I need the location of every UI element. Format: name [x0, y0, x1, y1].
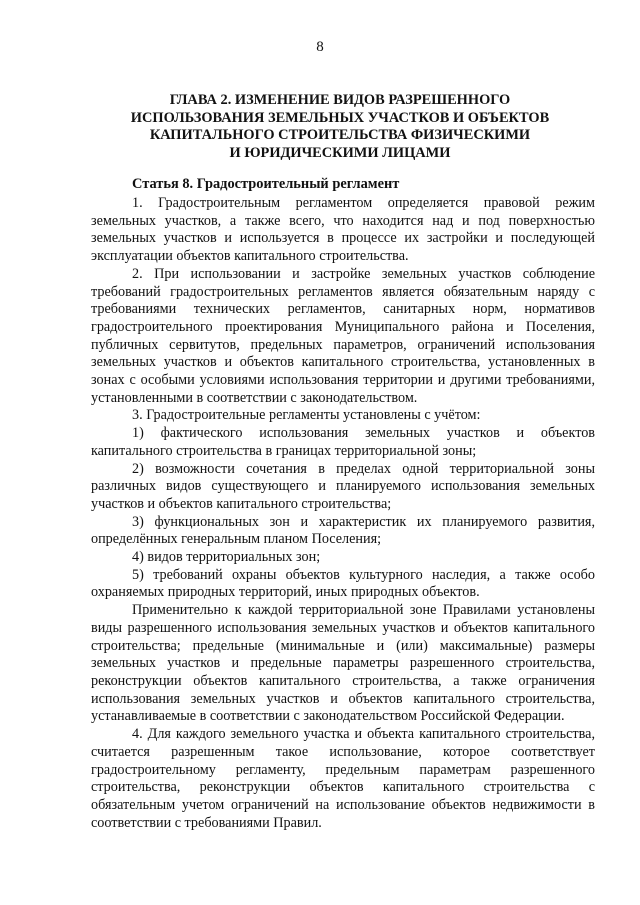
list-item-4: 4) видов территориальных зон;	[132, 549, 321, 566]
list-item-1: 1) фактического использования земельных участков и объектов капитального строительства в границах территориальной зоны;	[91, 425, 595, 459]
article-title: Статья 8. Градостроительный регламент	[132, 176, 400, 192]
paragraph-2: 2. При использовании и застройке земельных участков соблюдение требований градостроительных регламентов является обязательным наряду с требованиями технических регламентов, санитарных норм, нормативов градостроительного проектирования Муниципального района и Поселения, публичных сервитутов, предельных параметров, ограничений использования земельных участков и объектов капитального строительства, установленных в зонах с особыми условиями использования территории и другими требованиями, установленными в соответствии с законодательством.	[91, 265, 595, 406]
list-item-3: 3) функциональных зон и характеристик их планируемого развития, определённых генеральным планом Поселения;	[91, 513, 595, 548]
paragraph-4: 4. Для каждого земельного участка и объекта капитального строительства, считается разрешенным такое использование, которое соответствует градостроительному регламенту, предельным параметрам разрешенного строительства, реконструкции объектов капитального строительства с обязательным учетом ограничений на использование объектов недвижимости в соответствии с требованиями Правил.	[91, 726, 595, 831]
list-item-2: 2) возможности сочетания в пределах одной территориальной зоны различных видов существующего и планируемого использования земельных участков и объектов капитального строительства;	[91, 460, 595, 512]
chapter-title-line: И ЮРИДИЧЕСКИМИ ЛИЦАМИ	[229, 144, 451, 161]
chapter-title-line: ИСПОЛЬЗОВАНИЯ ЗЕМЕЛЬНЫХ УЧАСТКОВ И ОБЪЕКТОВ	[130, 109, 550, 126]
page-number: 8	[316, 39, 324, 55]
paragraph-3: 3. Градостроительные регламенты установлены с учётом:	[132, 407, 481, 424]
article-body	[91, 195, 595, 832]
list-item-5: 5) требований охраны объектов культурного наследия, а также особо охраняемых природных территорий, иных природных объектов.	[91, 566, 595, 601]
chapter-title-line: КАПИТАЛЬНОГО СТРОИТЕЛЬСТВА ФИЗИЧЕСКИМИ	[149, 127, 531, 143]
chapter-title	[90, 92, 590, 162]
paragraph-1: 1. Градостроительным регламентом определяется правовой режим земельных участков, а также всего, что находится над и под поверхностью земельных участков и используется в процессе их застройки и последующей эксплуатации объектов капитального строительства.	[91, 195, 595, 265]
chapter-title-line: ГЛАВА 2. ИЗМЕНЕНИЕ ВИДОВ РАЗРЕШЕННОГО	[169, 92, 511, 108]
paragraph-zones: Применительно к каждой территориальной зоне Правилами установлены виды разрешенного использования земельных участков и объектов капитального строительства; предельные (минимальные и (или) максимальные) размеры земельных участков и предельные параметры разрешенного строительства, реконструкции объектов капитального строительства, а также ограничения использования земельных участков и объектов капитального строительства, устанавливаемые в соответствии с законодательством Российской Федерации.	[91, 602, 595, 725]
